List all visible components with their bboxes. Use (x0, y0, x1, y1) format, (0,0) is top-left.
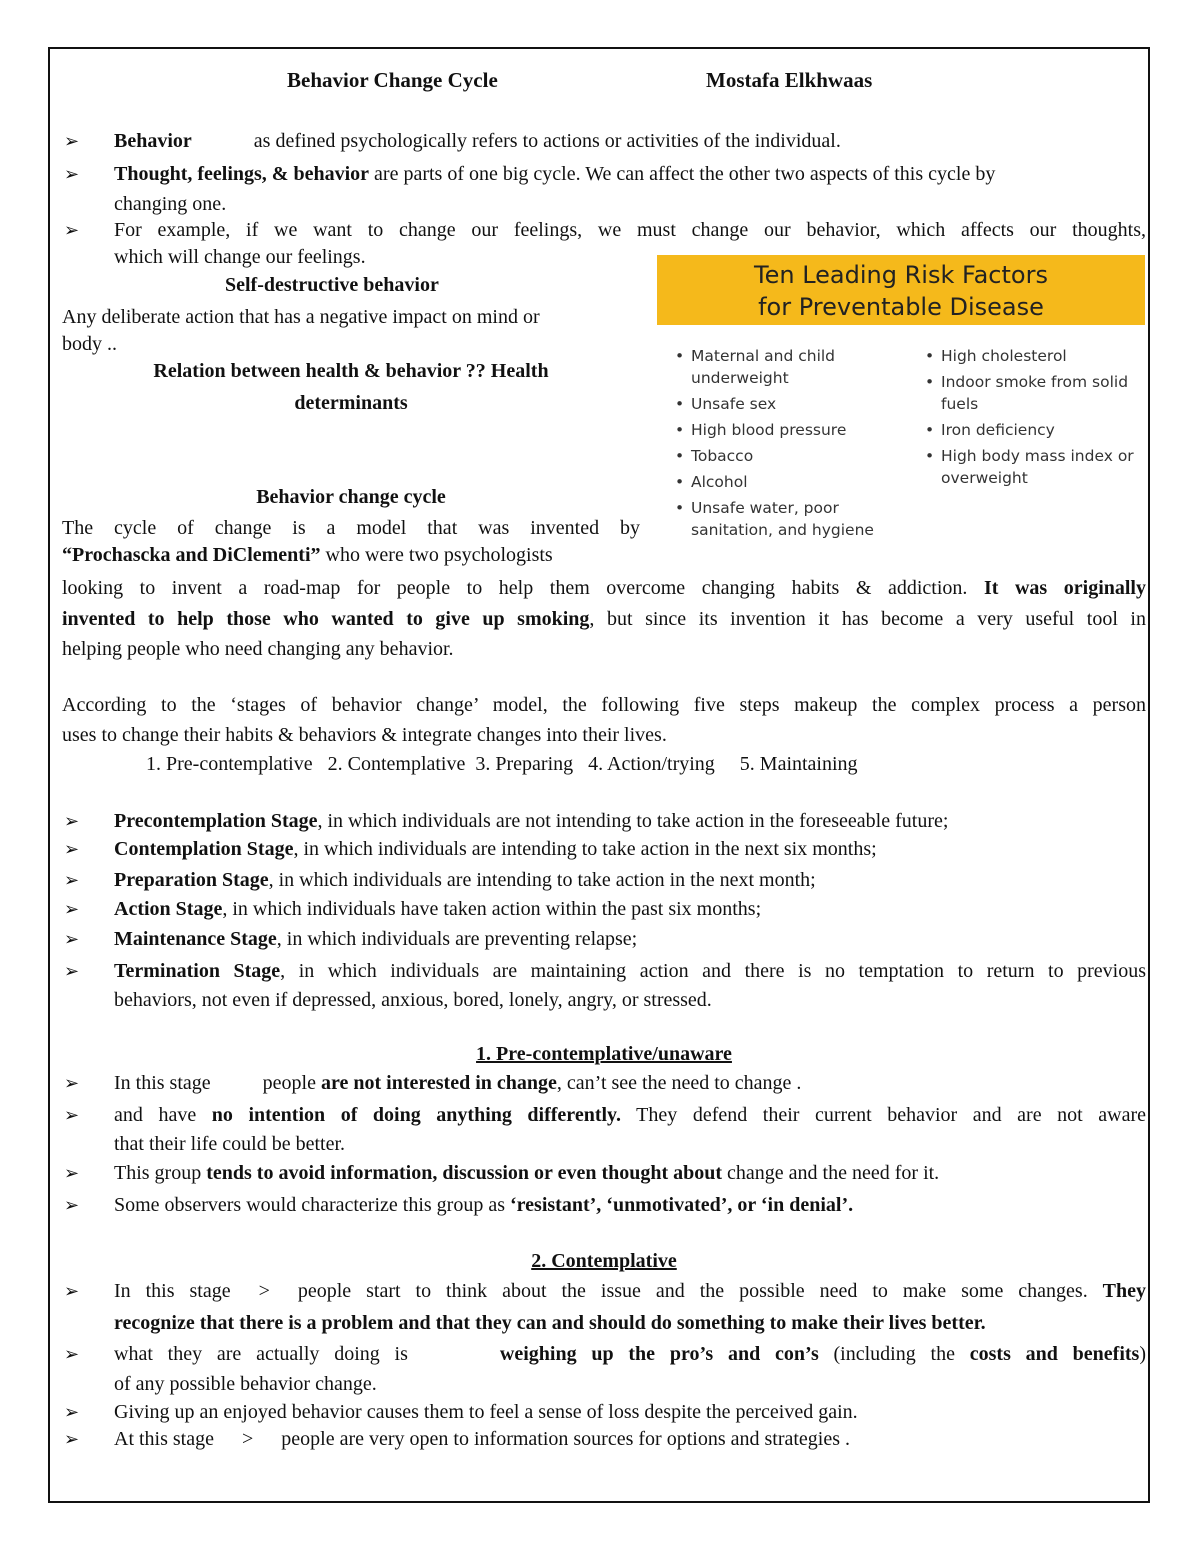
relation-heading-cont: determinants (294, 392, 408, 414)
bullet-icon: ➢ (64, 961, 80, 981)
self-destructive-heading: Self-destructive behavior (225, 274, 439, 296)
bullet-icon: ➢ (64, 1105, 80, 1125)
pre-contemplative-heading: 1. Pre-contemplative/unaware (476, 1043, 732, 1065)
contemp-bullet-2: what they are actually doing is weighing up the pro’s and con’s (including the costs and benefits) (114, 1343, 1147, 1365)
risk-factor-list-left (669, 345, 899, 545)
authors-names: “Prochascka and DiClementi” (62, 544, 321, 566)
intro-bullet-3-cont: which will change our feelings. (114, 246, 366, 268)
bullet-icon: ➢ (64, 899, 80, 919)
risk-factors-figure (657, 255, 1145, 545)
risk-factor-item: • High blood pressure (669, 419, 899, 441)
bullet-icon: ➢ (64, 164, 80, 184)
risk-factor-item: • Unsafe sex (669, 393, 899, 415)
stage-item-cont: behaviors, not even if depressed, anxious, bored, lonely, angry, or stressed. (114, 989, 712, 1011)
risk-factor-item: • Indoor smoke from solid fuels (919, 371, 1145, 415)
bullet-icon: ➢ (64, 1163, 80, 1183)
term: Behavior (114, 130, 192, 152)
cycle-text-2: “Prochascka and DiClementi” who were two psychologists (62, 544, 553, 566)
self-destructive-text: Any deliberate action that has a negative impact on mind or (62, 306, 540, 328)
figure-title: Ten Leading Risk Factors (754, 261, 1048, 289)
bullet-icon: ➢ (64, 1281, 80, 1301)
figure-title-cont: for Preventable Disease (758, 293, 1044, 321)
stage-item: Action Stage, in which individuals have taken action within the past six months; (114, 898, 762, 920)
cycle-text-3: looking to invent a road-map for people to help them overcome changing habits & addiction. It was originally (62, 577, 1146, 599)
bullet-icon: ➢ (64, 1195, 80, 1215)
risk-factor-item: • High body mass index or overweight (919, 445, 1145, 489)
stage-item: Maintenance Stage, in which individuals are preventing relapse; (114, 928, 638, 950)
pre-bullet-4: Some observers would characterize this group as ‘resistant’, ‘unmotivated’, or ‘in denial’. (114, 1194, 854, 1216)
bullet-icon: ➢ (64, 811, 80, 831)
risk-factor-item: • Maternal and child underweight (669, 345, 899, 389)
contemp-bullet-3: Giving up an enjoyed behavior causes them to feel a sense of loss despite the perceived gain. (114, 1401, 858, 1423)
contemp-bullet-1-cont: recognize that there is a problem and that they can and should do something to make their lives better. (114, 1312, 986, 1334)
bullet-icon: ➢ (64, 870, 80, 890)
stage-item: Precontemplation Stage, in which individuals are not intending to take action in the foreseeable future; (114, 810, 949, 832)
stage-item: Termination Stage, in which individuals are maintaining action and there is no temptation to return to previous (114, 960, 1146, 982)
contemplative-heading: 2. Contemplative (531, 1250, 677, 1272)
risk-factor-list-right (919, 345, 1145, 493)
risk-factor-item: • Iron deficiency (919, 419, 1145, 441)
contemp-bullet-2-cont: of any possible behavior change. (114, 1373, 377, 1395)
pre-bullet-2: and have no intention of doing anything differently. They defend their current behavior and are not aware (114, 1104, 1147, 1126)
term: Thought, feelings, & behavior (114, 163, 370, 185)
bullet-icon: ➢ (64, 1429, 80, 1449)
pre-bullet-1: In this stage people are not interested in change, can’t see the need to change . (114, 1072, 802, 1094)
definition: as defined psychologically refers to actions or activities of the individual. (253, 130, 841, 152)
contemp-bullet-4: At this stage > people are very open to information sources for options and strategies . (114, 1428, 851, 1450)
self-destructive-text-cont: body .. (62, 333, 117, 355)
stage-item: Contemplation Stage, in which individuals are intending to take action in the next six months; (114, 838, 877, 860)
intro-bullet-2-cont: changing one. (114, 193, 227, 215)
relation-heading: Relation between health & behavior ?? Health (153, 360, 549, 382)
pre-bullet-3: This group tends to avoid information, discussion or even thought about change and the need for it. (114, 1162, 940, 1184)
risk-factor-item: • Tobacco (669, 445, 899, 467)
bullet-icon: ➢ (64, 1344, 80, 1364)
author-name: Mostafa Elkhwaas (706, 68, 873, 92)
five-steps-list: 1. Pre-contemplative 2. Contemplative 3. Preparing 4. Action/trying 5. Maintaining (146, 753, 858, 775)
contemp-bullet-1: In this stage > people start to think about the issue and the possible need to make some changes. They (114, 1280, 1146, 1302)
risk-factor-item: • High cholesterol (919, 345, 1145, 367)
intro-bullet-1 (114, 128, 841, 155)
stages-model-text-cont: uses to change their habits & behaviors & integrate changes into their lives. (62, 724, 667, 746)
cycle-text-1: The cycle of change is a model that was invented by (62, 517, 640, 539)
cycle-text-5: helping people who need changing any behavior. (62, 638, 454, 660)
intro-bullet-3: For example, if we want to change our feelings, we must change our behavior, which affects our thoughts, (114, 219, 1146, 241)
bullet-icon: ➢ (64, 929, 80, 949)
stage-item: Preparation Stage, in which individuals are intending to take action in the next month; (114, 869, 816, 891)
bullet-icon: ➢ (64, 839, 80, 859)
stages-model-text: According to the ‘stages of behavior change’ model, the following five steps makeup the complex process a person (62, 694, 1146, 716)
bullet-icon: ➢ (64, 1073, 80, 1093)
risk-factor-item: • Alcohol (669, 471, 899, 493)
bullet-icon: ➢ (64, 131, 80, 151)
document-title: Behavior Change Cycle (287, 68, 498, 92)
bullet-icon: ➢ (64, 220, 80, 240)
bullet-icon: ➢ (64, 1402, 80, 1422)
pre-bullet-2-cont: that their life could be better. (114, 1133, 346, 1155)
cycle-heading: Behavior change cycle (256, 486, 446, 508)
cycle-text-4: invented to help those who wanted to give up smoking, but since its invention it has become a very useful tool in (62, 608, 1146, 630)
risk-factor-item: • Unsafe water, poor sanitation, and hygiene (669, 497, 899, 541)
intro-bullet-2: Thought, feelings, & behavior are parts of one big cycle. We can affect the other two aspects of this cycle by (114, 163, 996, 185)
